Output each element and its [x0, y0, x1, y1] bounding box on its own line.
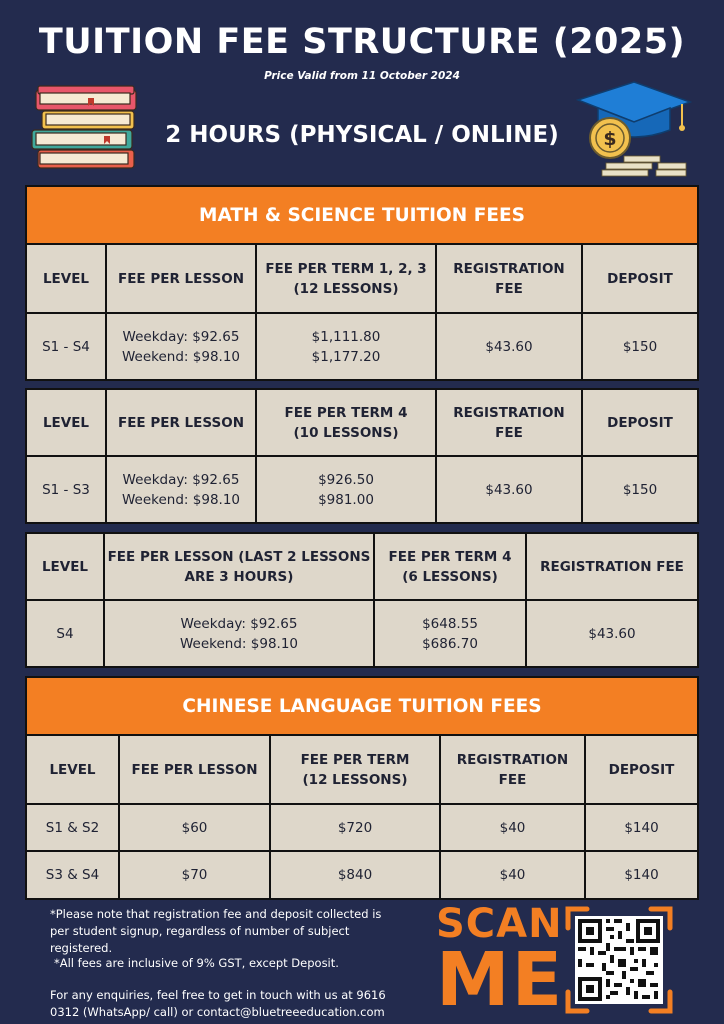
cell-fee-per-term: $1,111.80 $1,177.20: [256, 313, 436, 379]
cell-deposit: $150: [582, 456, 697, 522]
math-science-banner: MATH & SCIENCE TUITION FEES: [27, 187, 697, 245]
header-level: LEVEL: [27, 736, 119, 804]
header-level: LEVEL: [27, 534, 104, 600]
cell-deposit: $140: [585, 851, 697, 898]
table-row: [27, 456, 697, 522]
table-row: [27, 600, 697, 666]
chinese-table: [25, 676, 699, 900]
books-stack-icon: [28, 78, 146, 178]
cell-level: S1 - S4: [27, 313, 106, 379]
cell-fee-per-term: $926.50 $981.00: [256, 456, 436, 522]
cell-registration-fee: $43.60: [436, 313, 582, 379]
math-science-table-2: [25, 388, 699, 524]
cell-fee-per-lesson: Weekday: $92.65 Weekend: $98.10: [106, 313, 256, 379]
header-fee-per-term: FEE PER TERM 1, 2, 3 (12 LESSONS): [256, 245, 436, 313]
math-science-table-3: [25, 532, 699, 668]
header-fee-per-term: FEE PER TERM (12 LESSONS): [270, 736, 440, 804]
cell-deposit: $150: [582, 313, 697, 379]
header-fee-per-lesson: FEE PER LESSON: [119, 736, 270, 804]
header-fee-per-term: FEE PER TERM 4 (6 LESSONS): [374, 534, 526, 600]
header-deposit: DEPOSIT: [585, 736, 697, 804]
cell-registration-fee: $43.60: [526, 600, 697, 666]
cell-fee-per-lesson: $70: [119, 851, 270, 898]
math-science-table-1: [25, 185, 699, 381]
svg-text:$: $: [603, 128, 617, 150]
cell-level: S1 & S2: [27, 804, 119, 851]
header-fee-per-lesson: FEE PER LESSON: [106, 245, 256, 313]
header-level: LEVEL: [27, 390, 106, 456]
cell-fee-per-term: $840: [270, 851, 440, 898]
cell-registration-fee: $40: [440, 804, 585, 851]
header-registration-fee: REGISTRATION FEE: [440, 736, 585, 804]
header-fee-per-lesson: FEE PER LESSON: [106, 390, 256, 456]
cell-level: S3 & S4: [27, 851, 119, 898]
cell-registration-fee: $43.60: [436, 456, 582, 522]
cell-fee-per-term: $720: [270, 804, 440, 851]
cell-level: S4: [27, 600, 104, 666]
gst-note: *All fees are inclusive of 9% GST, except Deposit.: [54, 956, 339, 970]
cell-deposit: $140: [585, 804, 697, 851]
cell-registration-fee: $40: [440, 851, 585, 898]
table-row: [27, 313, 697, 379]
header-deposit: DEPOSIT: [582, 245, 697, 313]
header-fee-per-term: FEE PER TERM 4 (10 LESSONS): [256, 390, 436, 456]
cell-fee-per-lesson: $60: [119, 804, 270, 851]
page-title: TUITION FEE STRUCTURE (2025): [38, 22, 686, 62]
cell-fee-per-lesson: Weekday: $92.65 Weekend: $98.10: [106, 456, 256, 522]
qr-code-icon[interactable]: [565, 906, 673, 1014]
header-registration-fee: REGISTRATION FEE: [526, 534, 697, 600]
header-registration-fee: REGISTRATION FEE: [436, 245, 582, 313]
table-row: [27, 804, 697, 851]
header-fee-per-lesson: FEE PER LESSON (LAST 2 LESSONS ARE 3 HOURS): [104, 534, 374, 600]
scan-label: SCAN: [436, 901, 563, 947]
cell-fee-per-term: $648.55 $686.70: [374, 600, 526, 666]
header-level: LEVEL: [27, 245, 106, 313]
duration-heading: 2 HOURS (PHYSICAL / ONLINE): [165, 122, 559, 148]
chinese-banner: CHINESE LANGUAGE TUITION FEES: [27, 678, 697, 736]
cell-fee-per-lesson: Weekday: $92.65 Weekend: $98.10: [104, 600, 374, 666]
table-row: [27, 851, 697, 898]
validity-note: Price Valid from 11 October 2024: [264, 70, 460, 82]
enquiry-note: For any enquiries, feel free to get in touch with us at 9616 0312 (WhatsApp/ call) or contact@bluetreeeducation.com: [50, 988, 386, 1019]
header-registration-fee: REGISTRATION FEE: [436, 390, 582, 456]
header-deposit: DEPOSIT: [582, 390, 697, 456]
cell-level: S1 - S3: [27, 456, 106, 522]
registration-note: *Please note that registration fee and deposit collected is per student signup, regardless of number of subject registered.: [50, 907, 382, 955]
me-label: ME: [436, 937, 565, 1023]
graduation-cap-coins-icon: [572, 78, 696, 180]
